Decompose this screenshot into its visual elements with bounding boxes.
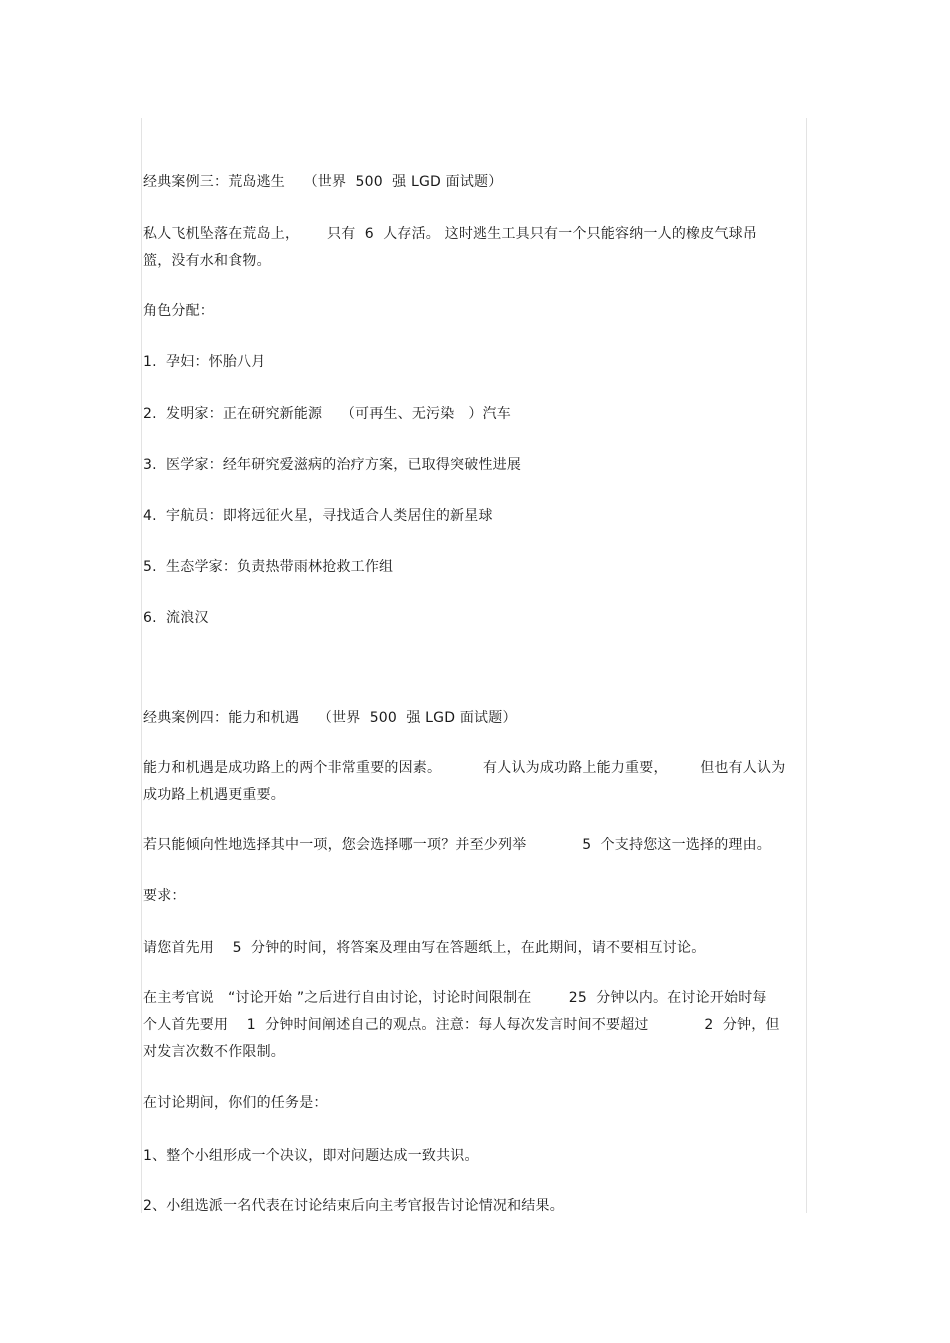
case4-requirement-2-line-3: 对发言次数不作限制。: [143, 1044, 285, 1060]
case3-role-5: 5. 生态学家：负责热带雨林抢救工作组: [143, 559, 394, 575]
case3-role-6: 6. 流浪汉: [143, 610, 209, 626]
case4-task-1: 1、整个小组形成一个决议，即对问题达成一致共识。: [143, 1148, 479, 1164]
right-margin-rule: [806, 118, 807, 1213]
case4-title: 经典案例四：能力和机遇 （世界 500 强 LGD 面试题）: [143, 710, 517, 726]
left-margin-rule: [141, 118, 142, 1213]
case3-role-2: 2. 发明家：正在研究新能源 （可再生、无污染 ）汽车: [143, 406, 512, 422]
case3-intro-line-1: 私人飞机坠落在荒岛上， 只有 6 人存活。 这时逃生工具只有一个只能容纳一人的橡皮气球吊: [143, 226, 758, 242]
case4-task-2: 2、小组选派一名代表在讨论结束后向主考官报告讨论情况和结果。: [143, 1198, 564, 1214]
case4-intro-line-1: 能力和机遇是成功路上的两个非常重要的因素。 有人认为成功路上能力重要， 但也有人认为: [143, 760, 786, 776]
case4-intro-line-2: 成功路上机遇更重要。: [143, 787, 285, 803]
case4-tasks-heading: 在讨论期间，你们的任务是：: [143, 1095, 328, 1111]
case3-title: 经典案例三：荒岛逃生 （世界 500 强 LGD 面试题）: [143, 174, 503, 190]
case3-role-1: 1. 孕妇：怀胎八月: [143, 354, 266, 370]
case3-intro-line-2: 篮，没有水和食物。: [143, 253, 271, 269]
case3-roles-heading: 角色分配：: [143, 303, 214, 319]
case4-requirement-1: 请您首先用 5 分钟的时间，将答案及理由写在答题纸上，在此期间，请不要相互讨论。: [143, 940, 706, 956]
case4-requirements-heading: 要求：: [143, 888, 186, 904]
case4-requirement-2-line-2: 个人首先要用 1 分钟时间阐述自己的观点。注意：每人每次发言时间不要超过 2 分钟，但: [143, 1017, 780, 1033]
case4-requirement-2-line-1: 在主考官说 “讨论开始 ”之后进行自由讨论，讨论时间限制在 25 分钟以内。在讨论开始时每: [143, 990, 767, 1006]
case3-role-3: 3. 医学家：经年研究爱滋病的治疗方案，已取得突破性进展: [143, 457, 522, 473]
case3-role-4: 4. 宇航员：即将远征火星，寻找适合人类居住的新星球: [143, 508, 493, 524]
case4-question: 若只能倾向性地选择其中一项，您会选择哪一项？并至少列举 5 个支持您这一选择的理由。: [143, 837, 772, 853]
